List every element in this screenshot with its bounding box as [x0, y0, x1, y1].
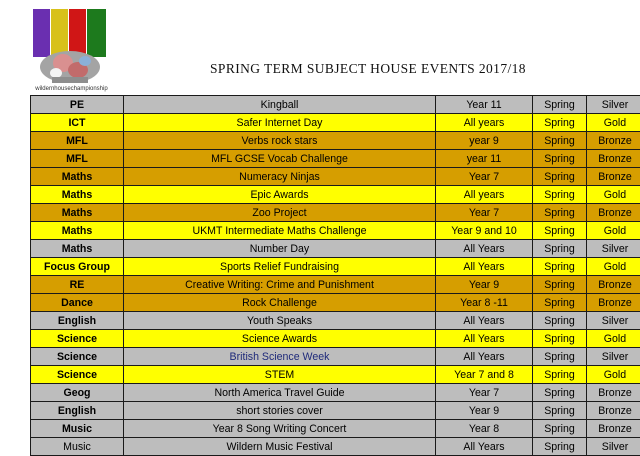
term-cell: Spring	[533, 258, 587, 276]
award-cell: Silver	[587, 438, 640, 456]
table-row	[31, 96, 640, 114]
year-cell: year 9	[436, 132, 533, 150]
award-cell: Bronze	[587, 204, 640, 222]
table-row	[31, 276, 640, 294]
year-cell: Year 8	[436, 420, 533, 438]
subject-cell: Geog	[31, 384, 124, 402]
award-cell: Bronze	[587, 132, 640, 150]
subject-cell: PE	[31, 96, 124, 114]
subject-cell: Maths	[31, 186, 124, 204]
term-cell: Spring	[533, 384, 587, 402]
event-cell: Numeracy Ninjas	[124, 168, 436, 186]
award-cell: Silver	[587, 96, 640, 114]
award-cell: Gold	[587, 222, 640, 240]
table-row	[31, 204, 640, 222]
term-cell: Spring	[533, 348, 587, 366]
event-cell: short stories cover	[124, 402, 436, 420]
subject-cell: English	[31, 402, 124, 420]
table-row	[31, 438, 640, 456]
subject-cell: Maths	[31, 240, 124, 258]
year-cell: All Years	[436, 330, 533, 348]
events-table-body	[31, 96, 640, 456]
event-cell: British Science Week	[124, 348, 436, 366]
events-table	[30, 95, 640, 456]
term-cell: Spring	[533, 168, 587, 186]
event-cell: Safer Internet Day	[124, 114, 436, 132]
term-cell: Spring	[533, 150, 587, 168]
table-row	[31, 168, 640, 186]
event-cell: Year 8 Song Writing Concert	[124, 420, 436, 438]
year-cell: All Years	[436, 258, 533, 276]
table-row	[31, 384, 640, 402]
award-cell: Gold	[587, 258, 640, 276]
table-row	[31, 114, 640, 132]
page-title: SPRING TERM SUBJECT HOUSE EVENTS 2017/18	[210, 61, 530, 77]
event-cell: North America Travel Guide	[124, 384, 436, 402]
year-cell: All years	[436, 114, 533, 132]
subject-cell: Maths	[31, 222, 124, 240]
award-cell: Bronze	[587, 168, 640, 186]
award-cell: Bronze	[587, 276, 640, 294]
year-cell: Year 7 and 8	[436, 366, 533, 384]
award-cell: Silver	[587, 312, 640, 330]
award-cell: Gold	[587, 366, 640, 384]
event-cell: Sports Relief Fundraising	[124, 258, 436, 276]
table-row	[31, 222, 640, 240]
subject-cell: Music	[31, 420, 124, 438]
term-cell: Spring	[533, 222, 587, 240]
year-cell: All years	[436, 186, 533, 204]
term-cell: Spring	[533, 96, 587, 114]
year-cell: Year 9 and 10	[436, 222, 533, 240]
award-cell: Gold	[587, 186, 640, 204]
year-cell: Year 9	[436, 276, 533, 294]
event-cell: Epic Awards	[124, 186, 436, 204]
event-cell: Wildern Music Festival	[124, 438, 436, 456]
subject-cell: MFL	[31, 132, 124, 150]
term-cell: Spring	[533, 132, 587, 150]
event-cell: Verbs rock stars	[124, 132, 436, 150]
term-cell: Spring	[533, 438, 587, 456]
subject-cell: MFL	[31, 150, 124, 168]
year-cell: All Years	[436, 348, 533, 366]
year-cell: Year 7	[436, 168, 533, 186]
year-cell: All Years	[436, 240, 533, 258]
year-cell: All Years	[436, 312, 533, 330]
year-cell: Year 8 -11	[436, 294, 533, 312]
award-cell: Bronze	[587, 384, 640, 402]
event-cell: Youth Speaks	[124, 312, 436, 330]
subject-cell: ICT	[31, 114, 124, 132]
table-row	[31, 150, 640, 168]
term-cell: Spring	[533, 114, 587, 132]
table-row	[31, 402, 640, 420]
award-cell: Bronze	[587, 150, 640, 168]
year-cell: Year 9	[436, 402, 533, 420]
award-cell: Silver	[587, 348, 640, 366]
term-cell: Spring	[533, 276, 587, 294]
table-row	[31, 420, 640, 438]
term-cell: Spring	[533, 240, 587, 258]
term-cell: Spring	[533, 186, 587, 204]
table-row	[31, 240, 640, 258]
event-cell: UKMT Intermediate Maths Challenge	[124, 222, 436, 240]
award-cell: Bronze	[587, 294, 640, 312]
year-cell: Year 7	[436, 204, 533, 222]
award-cell: Gold	[587, 330, 640, 348]
subject-cell: Science	[31, 366, 124, 384]
logo-caption: wildernhousechampionship	[30, 86, 113, 92]
subject-cell: Music	[31, 438, 124, 456]
table-row	[31, 366, 640, 384]
logo-graphic	[30, 7, 113, 95]
event-cell: Rock Challenge	[124, 294, 436, 312]
event-cell: Zoo Project	[124, 204, 436, 222]
term-cell: Spring	[533, 420, 587, 438]
house-championship-logo	[30, 7, 113, 95]
table-row	[31, 330, 640, 348]
term-cell: Spring	[533, 204, 587, 222]
award-cell: Gold	[587, 114, 640, 132]
term-cell: Spring	[533, 294, 587, 312]
term-cell: Spring	[533, 312, 587, 330]
subject-cell: RE	[31, 276, 124, 294]
award-cell: Bronze	[587, 420, 640, 438]
term-cell: Spring	[533, 366, 587, 384]
event-cell: Kingball	[124, 96, 436, 114]
event-cell: MFL GCSE Vocab Challenge	[124, 150, 436, 168]
subject-cell: Science	[31, 348, 124, 366]
award-cell: Silver	[587, 240, 640, 258]
award-cell: Bronze	[587, 402, 640, 420]
subject-cell: English	[31, 312, 124, 330]
year-cell: year 11	[436, 150, 533, 168]
subject-cell: Maths	[31, 168, 124, 186]
year-cell: All Years	[436, 438, 533, 456]
year-cell: Year 7	[436, 384, 533, 402]
table-row	[31, 312, 640, 330]
event-cell: Number Day	[124, 240, 436, 258]
subject-cell: Dance	[31, 294, 124, 312]
term-cell: Spring	[533, 402, 587, 420]
subject-cell: Focus Group	[31, 258, 124, 276]
table-row	[31, 348, 640, 366]
table-row	[31, 132, 640, 150]
subject-cell: Science	[31, 330, 124, 348]
subject-cell: Maths	[31, 204, 124, 222]
event-cell: STEM	[124, 366, 436, 384]
year-cell: Year 11	[436, 96, 533, 114]
event-cell: Science Awards	[124, 330, 436, 348]
table-row	[31, 294, 640, 312]
term-cell: Spring	[533, 330, 587, 348]
event-cell: Creative Writing: Crime and Punishment	[124, 276, 436, 294]
table-row	[31, 258, 640, 276]
table-row	[31, 186, 640, 204]
